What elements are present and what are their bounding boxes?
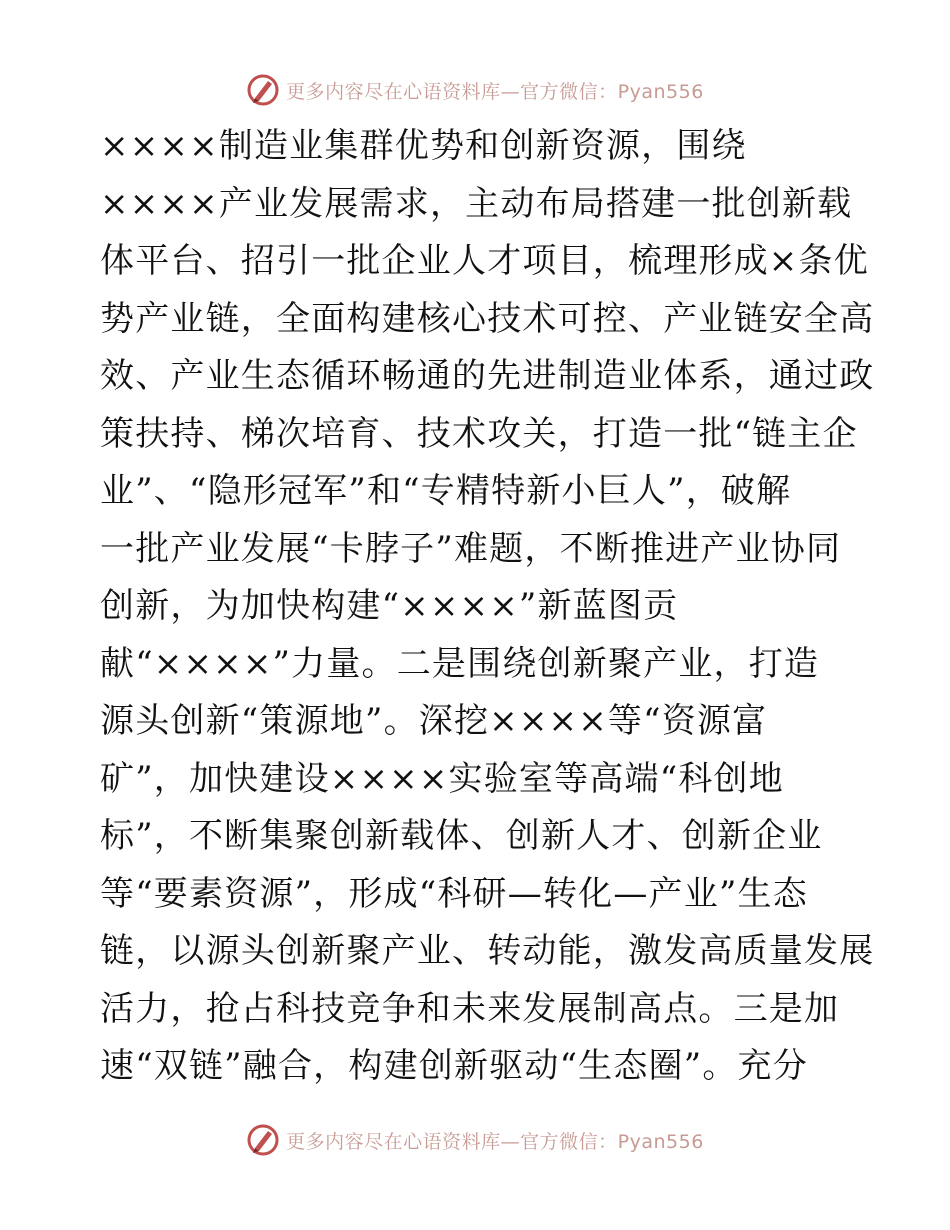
text-line: 标”，不断集聚创新载体、创新人才、创新企业 [100,816,823,856]
text-line: 创新，为加快构建“××××”新蓝图贡 [100,586,679,626]
watermark-text: 更多内容尽在心语资料库—官方微信：Pyan556 [286,80,704,103]
footer-watermark [0,1120,950,1160]
text-line: ××××制造业集群优势和创新资源，围绕 [100,126,747,166]
header-watermark [0,70,950,110]
text-line: 策扶持、梯次培育、技术攻关，打造一批“链主企 [100,413,858,454]
text-line: ××××产业发展需求，主动布局搭建一批创新载 [100,183,853,224]
watermark-text: 更多内容尽在心语资料库—官方微信：Pyan556 [286,1130,704,1153]
text-line: 体平台、招引一批企业人才项目，梳理形成×条优 [100,241,869,281]
text-line: 势产业链，全面构建核心技术可控、产业链安全高 [100,298,875,339]
document-body [100,118,875,1096]
text-line: 速“双链”融合，构建创新驱动“生态圈”。充分 [100,1046,808,1086]
text-line: 业”、“隐形冠军”和“专精特新小巨人”，破解 [100,471,792,511]
text-line: 矿”，加快建设××××实验室等高端“科创地 [100,758,784,799]
pen-logo-icon [246,1123,280,1157]
text-line: 链，以源头创新聚产业、转动能，激发高质量发展 [100,931,875,971]
text-line: 一批产业发展“卡脖子”难题，不断推进产业协同 [100,528,842,569]
text-line: 活力，抢占科技竞争和未来发展制高点。三是加 [100,988,840,1029]
text-line: 献“××××”力量。二是围绕创新聚产业，打造 [100,643,820,684]
pen-logo-icon [246,73,280,107]
text-line: 等“要素资源”，形成“科研—转化—产业”生态 [100,873,808,914]
text-line: 效、产业生态循环畅通的先进制造业体系，通过政 [100,356,875,396]
text-line: 源头创新“策源地”。深挖××××等“资源富 [100,701,768,741]
